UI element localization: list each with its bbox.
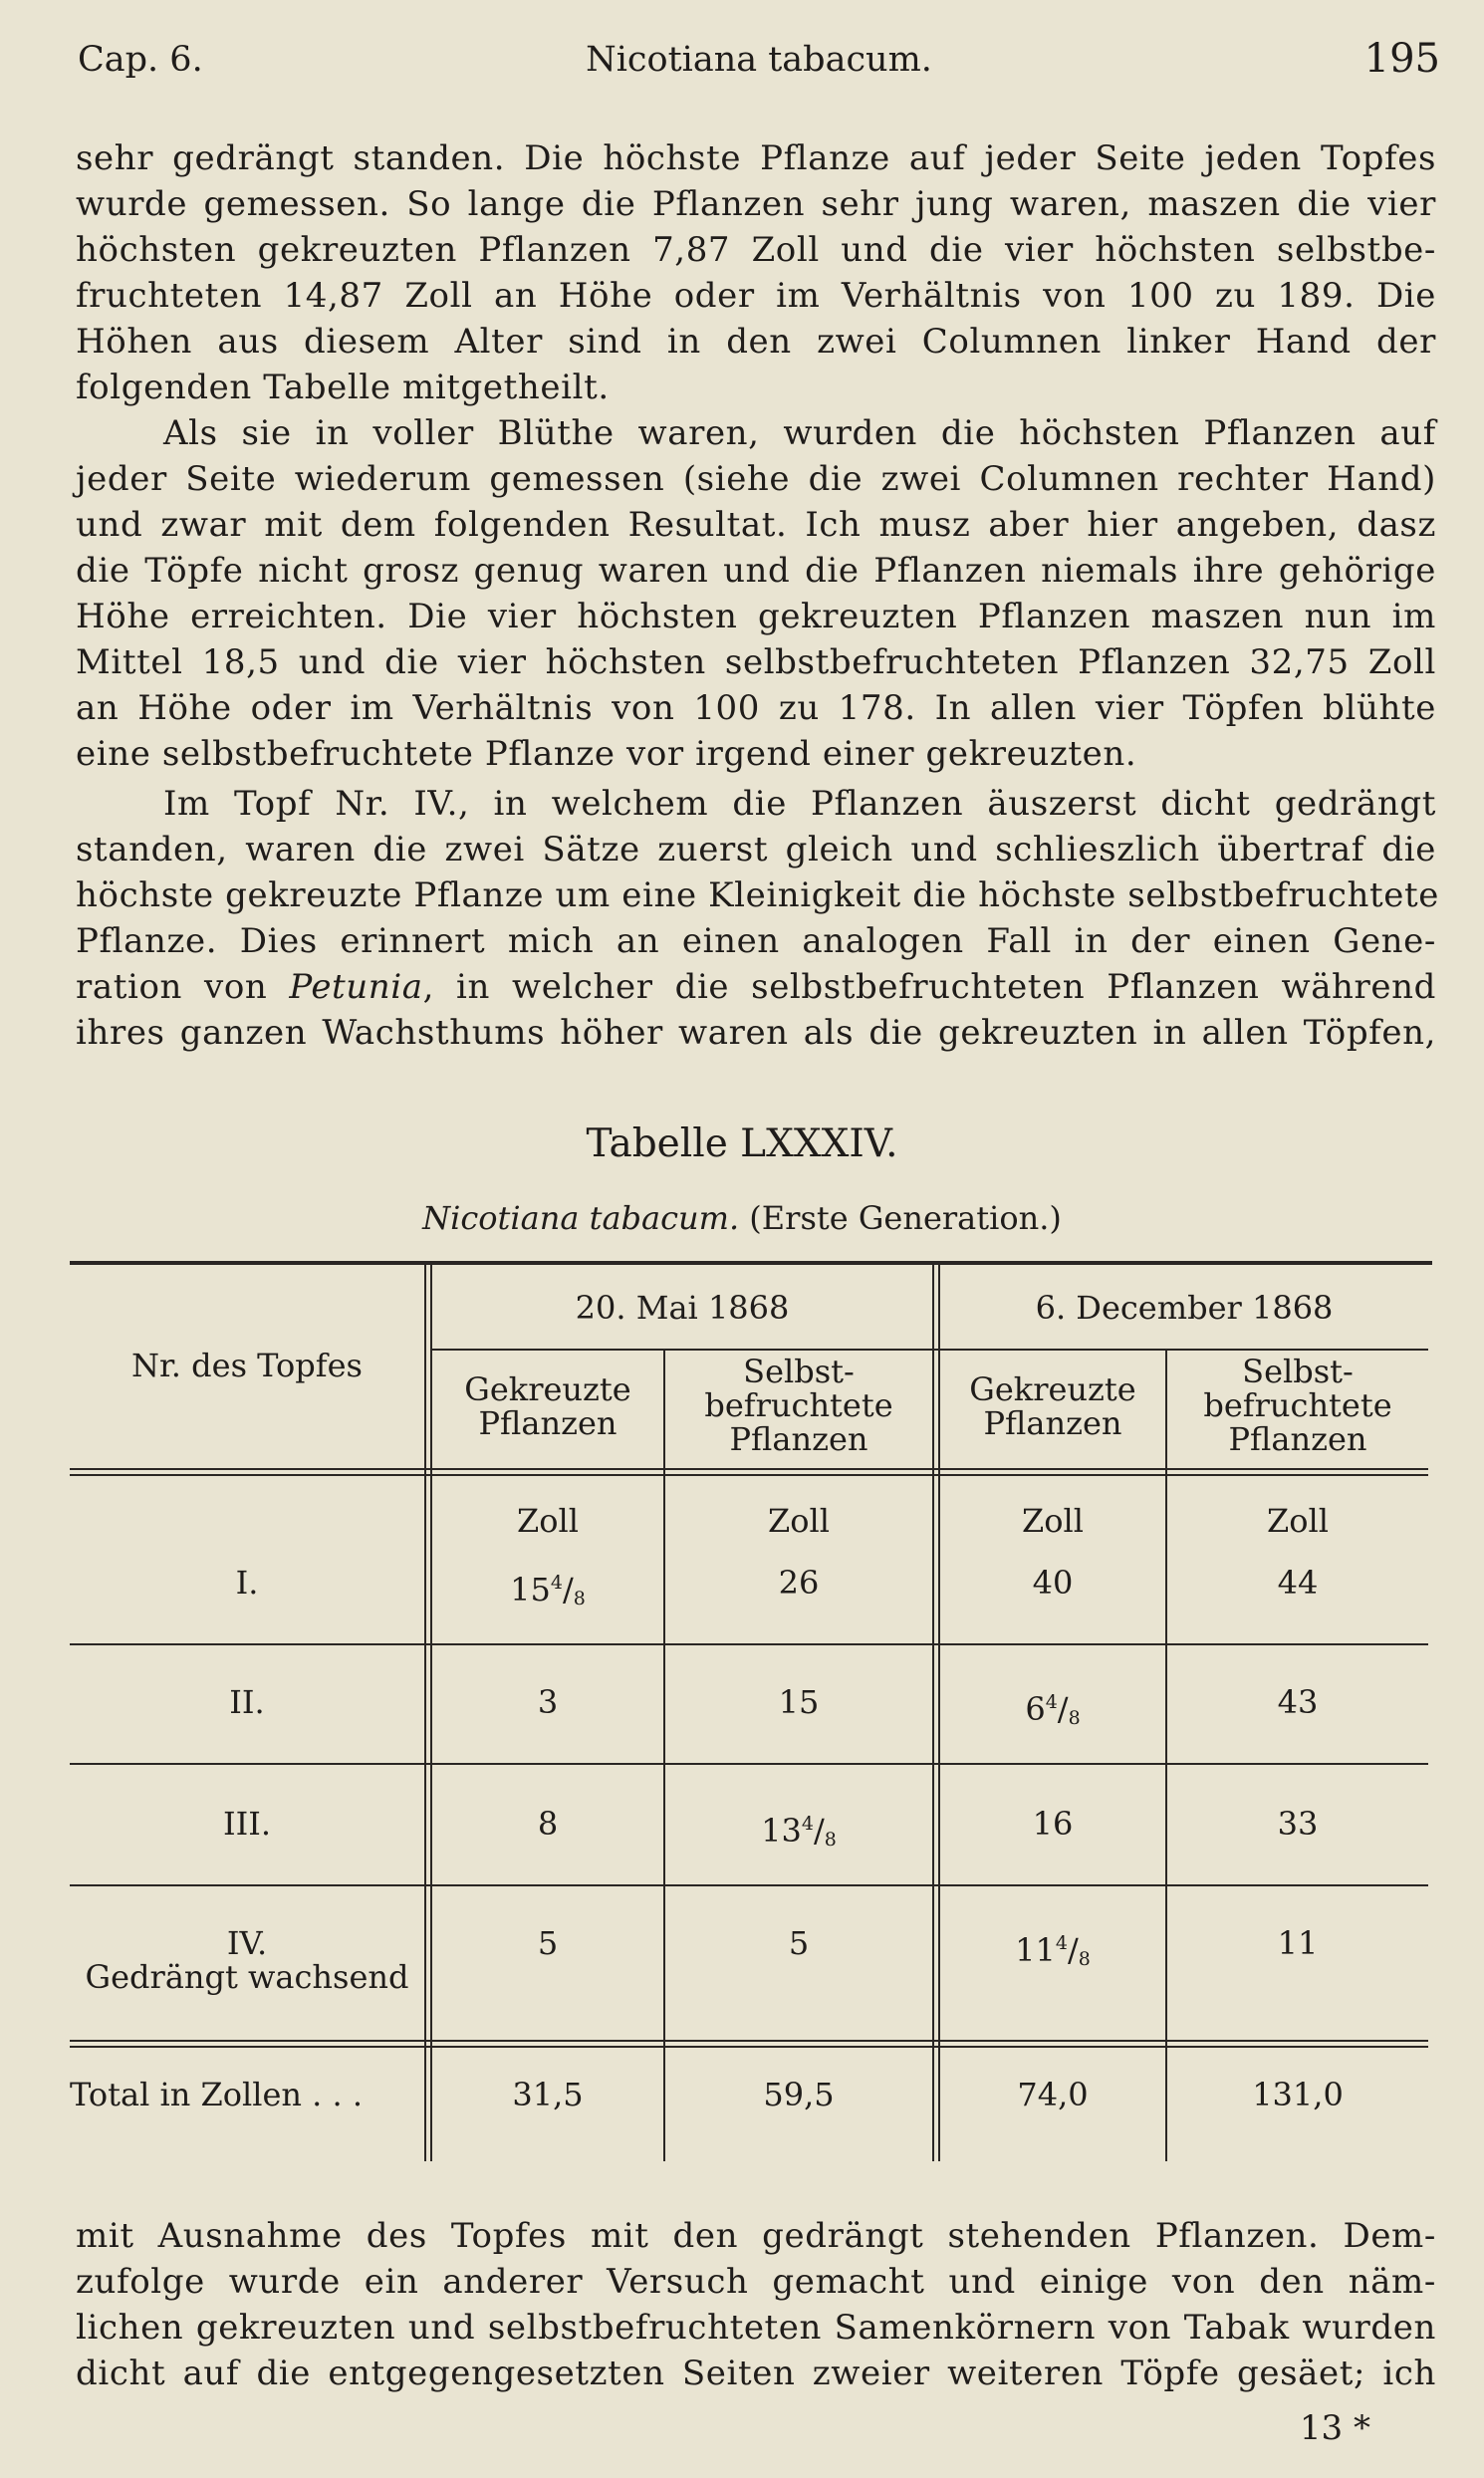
- text-line: fruchteten 14,87 Zoll an Höhe oder im Verhältnis von 100 zu 189. Die: [76, 276, 1436, 316]
- col-header-line: befruchtete: [704, 1386, 893, 1424]
- paragraph-3: [76, 781, 1439, 1056]
- col-header-line: Selbst-: [1242, 1353, 1354, 1390]
- pot-number: I.: [235, 1564, 259, 1602]
- crossed-height-dec: $11^4/_8$: [1015, 1931, 1091, 1970]
- table-subtitle-species: Nicotiana tabacum.: [422, 1199, 740, 1237]
- pot-note: Gedrängt wachsend: [85, 1958, 409, 1996]
- chapter-label: Cap. 6.: [78, 40, 203, 80]
- italic-species-name: Petunia: [289, 967, 423, 1007]
- total-self-dec: 131,0: [1252, 2076, 1344, 2113]
- pot-number: [70, 1926, 424, 1994]
- fraction-numerator: 4: [1045, 1691, 1058, 1713]
- total-self-may: 59,5: [763, 2076, 835, 2113]
- page-number: 195: [1363, 36, 1440, 82]
- text-line: lichen gekreuzten und selbstbefruchteten Samenkörnern von Tabak wurden: [76, 2308, 1436, 2348]
- col-header-line: befruchtete: [1203, 1386, 1392, 1424]
- date-header-2: 6. December 1868: [1035, 1289, 1334, 1327]
- text-line: eine selbstbefruchtete Pflanze vor irgend einer gekreuzten.: [76, 734, 1137, 774]
- row-header-label: Nr. des Topfes: [131, 1347, 363, 1384]
- text-fragment: , in welcher die selbstbefruchteten Pflanzen während: [422, 967, 1436, 1007]
- self-height-dec: 33: [1277, 1805, 1319, 1843]
- col-header-self-1: [665, 1355, 932, 1456]
- text-line: folgenden Tabelle mitgetheilt.: [76, 368, 610, 407]
- value-whole: 11: [1015, 1931, 1056, 1969]
- self-height-dec: 43: [1277, 1683, 1319, 1721]
- text-line: [76, 964, 1436, 1010]
- crossed-height-dec: $6^4/_8$: [1025, 1690, 1081, 1729]
- text-line: sehr gedrängt standen. Die höchste Pflanze auf jeder Seite jeden Topfes: [76, 138, 1436, 178]
- self-height-may: 5: [788, 1924, 810, 1962]
- self-height-may: $13^4/_8$: [761, 1812, 837, 1851]
- fraction-denominator: 8: [824, 1829, 837, 1851]
- pot-number: II.: [229, 1683, 265, 1721]
- text-line: zufolge wurde ein anderer Versuch gemacht und einige von den näm-: [76, 2262, 1436, 2302]
- total-crossed-dec: 74,0: [1017, 2076, 1089, 2113]
- col-header-self-2: [1167, 1355, 1428, 1456]
- text-line: mit Ausnahme des Topfes mit den gedrängt stehenden Pflanzen. Dem-: [76, 2216, 1436, 2256]
- text-line: dicht auf die entgegengesetzten Seiten zweier weiteren Töpfe gesäet; ich: [76, 2354, 1436, 2393]
- col-header-line: Selbst-: [743, 1353, 855, 1390]
- text-line: höchste gekreuzte Pflanze um eine Kleinigkeit die höchste selbstbefruchtete: [76, 875, 1439, 915]
- paragraph-4: [76, 2213, 1436, 2396]
- paragraph-2: [76, 410, 1436, 777]
- fraction-numerator: 4: [801, 1813, 814, 1835]
- table-subtitle: [0, 1199, 1484, 1237]
- text-line: die Töpfe nicht grosz genug waren und die Pflanzen niemals ihre gehörige: [76, 551, 1436, 591]
- value-whole: 6: [1025, 1690, 1046, 1728]
- text-line: wurde gemessen. So lange die Pflanzen sehr jung waren, maszen die vier: [76, 184, 1436, 224]
- total-label: Total in Zollen . . .: [70, 2076, 364, 2113]
- pot-number: III.: [222, 1805, 272, 1843]
- unit-label: Zoll: [1022, 1502, 1084, 1540]
- fraction-numerator: 4: [1055, 1932, 1068, 1954]
- table-subtitle-generation: (Erste Generation.): [749, 1199, 1062, 1237]
- text-line: Höhen aus diesem Alter sind in den zwei Columnen linker Hand der: [76, 322, 1436, 362]
- fraction-denominator: 8: [1068, 1707, 1081, 1729]
- unit-label: Zoll: [517, 1502, 579, 1540]
- text-line: jeder Seite wiederum gemessen (siehe die zwei Columnen rechter Hand): [76, 459, 1436, 499]
- col-header-line: Pflanzen: [1228, 1420, 1367, 1458]
- crossed-height-dec: 40: [1032, 1564, 1074, 1602]
- text-line: Höhe erreichten. Die vier höchsten gekreuzten Pflanzen maszen nun im: [76, 597, 1436, 636]
- col-header-crossed-1: [432, 1372, 663, 1440]
- text-line: ihres ganzen Wachsthums höher waren als die gekreuzten in allen Töpfen,: [76, 1013, 1436, 1053]
- crossed-height-may: $15^4/_8$: [510, 1571, 586, 1610]
- crossed-height-may: 3: [537, 1683, 559, 1721]
- crossed-height-may: 5: [537, 1924, 559, 1962]
- data-table: [70, 1261, 1432, 2163]
- text-line: an Höhe oder im Verhältnis von 100 zu 178. In allen vier Töpfen blühte: [76, 688, 1436, 728]
- table-caption: Tabelle LXXXIV.: [586, 1121, 898, 1166]
- self-height-may: 15: [778, 1683, 820, 1721]
- signature-mark: 13 *: [1299, 2408, 1370, 2448]
- crossed-height-dec: 16: [1032, 1805, 1074, 1843]
- paragraph-1: [76, 135, 1436, 410]
- text-line: Pflanze. Dies erinnert mich an einen analogen Fall in der einen Gene-: [76, 921, 1436, 961]
- total-crossed-may: 31,5: [512, 2076, 584, 2113]
- crossed-height-may: 8: [537, 1805, 559, 1843]
- pot-label: IV.: [226, 1924, 268, 1962]
- col-header-line: Gekreuzte: [464, 1370, 631, 1408]
- text-line: Mittel 18,5 und die vier höchsten selbstbefruchteten Pflanzen 32,75 Zoll: [76, 642, 1436, 682]
- col-header-line: Pflanzen: [983, 1404, 1122, 1442]
- text-line: Als sie in voller Blüthe waren, wurden die höchsten Pflanzen auf: [163, 413, 1436, 453]
- value-whole: 13: [761, 1812, 802, 1850]
- unit-label: Zoll: [1267, 1502, 1329, 1540]
- col-header-line: Pflanzen: [729, 1420, 868, 1458]
- date-header-1: 20. Mai 1868: [575, 1289, 790, 1327]
- running-header: [78, 36, 1440, 86]
- fraction-denominator: 8: [1078, 1948, 1091, 1970]
- text-line: und zwar mit dem folgenden Resultat. Ich musz aber hier angeben, dasz: [76, 505, 1436, 545]
- col-header-line: Gekreuzte: [969, 1370, 1136, 1408]
- fraction-denominator: 8: [573, 1588, 586, 1610]
- self-height-may: 26: [778, 1564, 820, 1602]
- col-header-crossed-2: [940, 1372, 1165, 1440]
- self-height-dec: 44: [1277, 1564, 1319, 1602]
- value-whole: 15: [510, 1571, 551, 1609]
- col-header-line: Pflanzen: [478, 1404, 618, 1442]
- unit-label: Zoll: [768, 1502, 830, 1540]
- text-line: Im Topf Nr. IV., in welchem die Pflanzen äuszerst dicht gedrängt: [163, 784, 1436, 824]
- text-line: standen, waren die zwei Sätze zuerst gleich und schlieszlich übertraf die: [76, 830, 1436, 869]
- running-title: Nicotiana tabacum.: [586, 40, 932, 80]
- text-line: höchsten gekreuzten Pflanzen 7,87 Zoll und die vier höchsten selbstbe-: [76, 230, 1436, 270]
- fraction-numerator: 4: [550, 1572, 563, 1594]
- self-height-dec: 11: [1277, 1924, 1319, 1962]
- text-fragment: ration von: [76, 967, 290, 1007]
